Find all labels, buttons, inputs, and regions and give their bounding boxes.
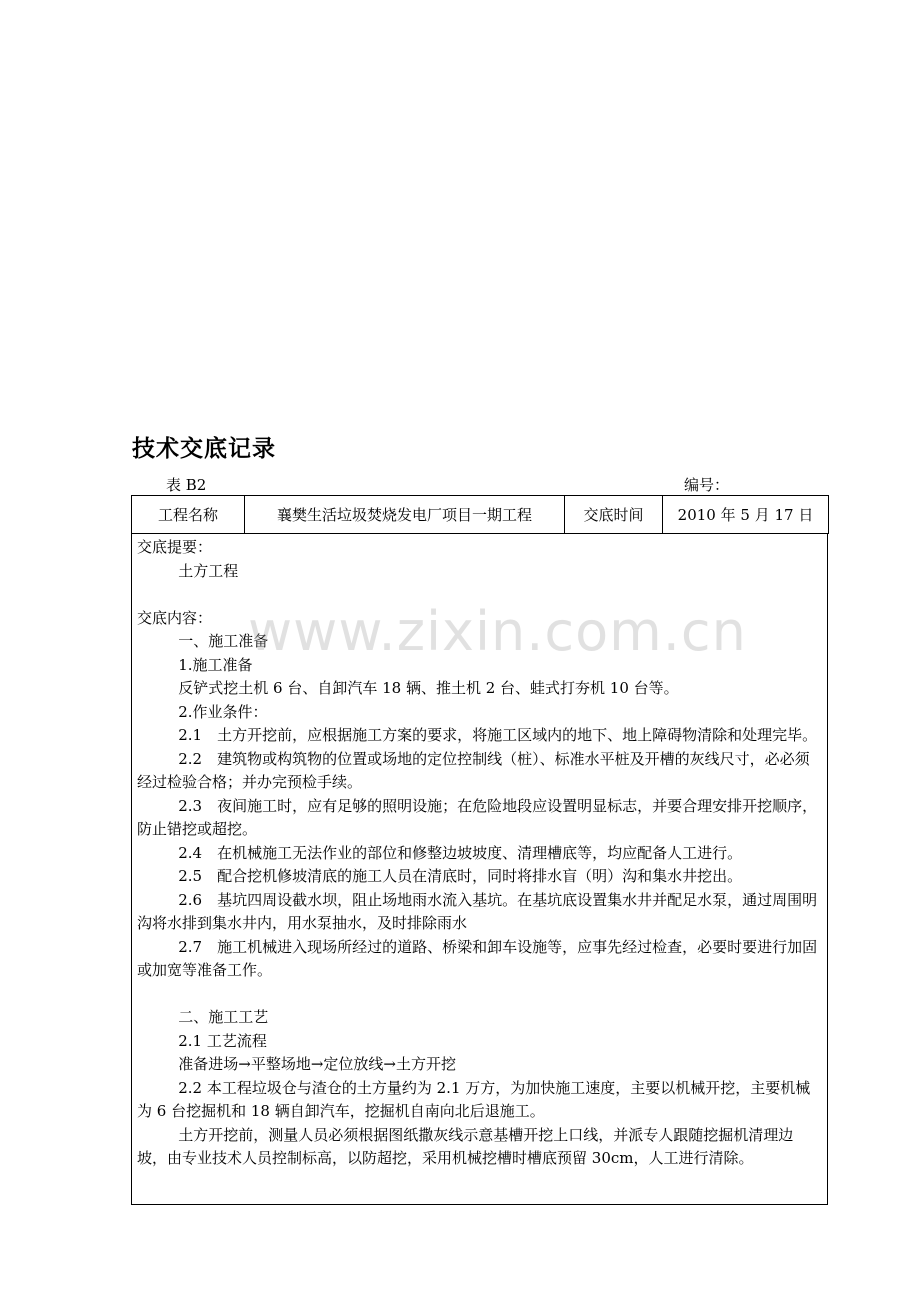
condition-item: 2.7 施工机械进入现场所经过的道路、桥梁和卸车设施等，应事先经过检查，必要时要进行加固或加宽等准备工作。 xyxy=(137,937,818,979)
section1-heading: 一、施工准备 xyxy=(178,632,269,650)
section2-heading: 二、施工工艺 xyxy=(178,1008,269,1026)
content-cell xyxy=(131,533,828,1205)
section1-sub1: 1.施工准备 xyxy=(178,655,253,674)
watermark: www.zixin.com.cn xyxy=(248,600,747,663)
header-table xyxy=(131,495,829,534)
condition-item: 2.5 配合挖机修坡清底的施工人员在清底时，同时将排水盲（明）沟和集水井挖出。 xyxy=(178,867,743,885)
serial-number-label: 编号： xyxy=(684,476,730,494)
project-name-value: 襄樊生活垃圾焚烧发电厂项目一期工程 xyxy=(245,496,565,534)
equipment-list: 反铲式挖土机 6 台、自卸汽车 18 辆、推土机 2 台、蛙式打夯机 10 台等。 xyxy=(178,679,679,697)
section2-para2: 土方开挖前，测量人员必须根据图纸撒灰线示意基槽开挖上口线，并派专人跟随挖掘机清理边坡，由专业技术人员控制标高，以防超挖，采用机械挖槽时槽底预留 30cm，人工进行清除。 xyxy=(137,1125,794,1167)
condition-item: 2.6 基坑四周设截水坝，阻止场地雨水流入基坑。在基坑底设置集水井并配足水泵，通过周围明沟将水排到集水井内，用水泵抽水，及时排除雨水 xyxy=(137,890,818,932)
section2-sub1: 2.1 工艺流程 xyxy=(178,1031,267,1050)
condition-item: 2.2 建筑物或构筑物的位置或场地的定位控制线（桩）、标准水平桩及开槽的灰线尺寸，必必须经过检验合格；并办完预检手续。 xyxy=(137,749,810,791)
process-flow: 准备进场→平整场地→定位放线→土方开挖 xyxy=(178,1055,456,1073)
summary-text: 土方工程 xyxy=(178,561,239,580)
date-label: 交底时间 xyxy=(565,496,663,534)
section2-para1: 2.2 本工程垃圾仓与渣仓的土方量约为 2.1 万方，为加快施工速度，主要以机械开挖，主要机械为 6 台挖掘机和 18 辆自卸汽车，挖掘机自南向北后退施工。 xyxy=(137,1078,811,1120)
project-name-label: 工程名称 xyxy=(132,496,245,534)
summary-label: 交底提要： xyxy=(137,538,213,556)
form-number: 表 B2 xyxy=(166,476,207,494)
section1-sub2: 2.作业条件： xyxy=(178,702,268,721)
condition-item: 2.3 夜间施工时，应有足够的照明设施；在危险地段应设置明显标志，并要合理安排开挖顺序，防止错挖或超挖。 xyxy=(137,796,818,838)
condition-item: 2.4 在机械施工无法作业的部位和修整边坡坡度、清理槽底等，均应配备人工进行。 xyxy=(178,843,743,862)
date-value: 2010 年 5 月 17 日 xyxy=(663,496,829,534)
condition-item: 2.1 土方开挖前，应根据施工方案的要求，将施工区域内的地下、地上障碍物清除和处理完毕。 xyxy=(178,726,818,744)
document-title: 技术交底记录 xyxy=(132,436,276,462)
content-label: 交底内容： xyxy=(137,608,213,627)
